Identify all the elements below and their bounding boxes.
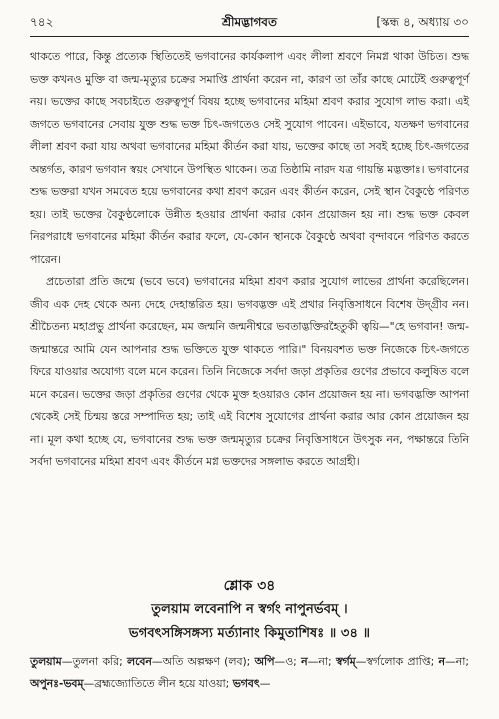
synonym-word: অপুনঃ-ভবম্ <box>30 677 84 690</box>
book-title: শ্রীমদ্ভাগবত <box>221 15 277 29</box>
paragraph: থাকতে পারে, কিন্তু প্রত্যেক স্থিতিতেই ভগবানের কার্যকলাপ এবং লীলা শ্রবণে নিমগ্ন থাকা উচিত। শুদ্ধ ভক্ত কখনও মুক্তি বা জন্ম-মৃত্যুর চক্রের সমাপ্তি প্রার্থনা করেন না, কারণ তা তাঁর কাছে মোটেই গুরুত্বপূর্ণ নয়। ভক্তের কাছে সবচাইতে গুরুত্বপূর্ণ বিষয় হচ্ছে ভগবানের মহিমা শ্রবণ করার সুযোগ লাভ করা। এই জগতে ভগবানের সেবায় যুক্ত শুদ্ধ ভক্ত চিৎ-জগতেও সেই সুযোগ পাবেন। এইভাবে, যতক্ষণ ভগবানের লীলা শ্রবণ করা যায় অথবা ভগবানের মহিমা কীর্তন করা যায়, ভক্তের কাছে তা সবই হচ্ছে চিৎ-জগতের অন্তর্গত, কারণ ভগবান স্বয়ং সেখানে উপস্থিত থাকেন। তত্র তিষ্ঠামি নারদ যত্র গায়ন্তি মদ্ভক্তাঃ। ভগবানের শুদ্ধ ভক্তরা যখন সমবেত হয়ে ভগবানের কথা শ্রবণ করেন এবং কীর্তন করেন, সেই স্থান বৈকুণ্ঠে পরিণত হয়। তাই ভক্তের বৈকুণ্ঠলোকে উন্নীত হওয়ার প্রার্থনা করার কোন প্রয়োজন হয় না। শুদ্ধ ভক্ত কেবল নিরপরাধে ভগবানের মহিমা কীর্তন করার ফলে, যে-কোন স্থানকে বৈকুণ্ঠে অথবা বৃন্দাবনে পরিণত করতে পারেন। <box>30 50 469 266</box>
synonym-word: অপি <box>254 655 275 668</box>
synonym-word: স্বর্গম্ <box>335 655 356 668</box>
synonym-word: ন <box>438 655 445 668</box>
synonym-word: ভগবৎ <box>232 677 260 690</box>
synonym-word: তুলয়াম <box>30 655 62 668</box>
synonym-meaning: ও <box>285 655 294 668</box>
synonym-meaning: না <box>318 655 328 668</box>
verse-block <box>30 574 469 646</box>
synonym-word: ন <box>301 655 308 668</box>
synonym-meaning: অতি অল্পক্ষণ (লব) <box>162 655 247 668</box>
paragraph: প্রচেতারা প্রতি জন্মে (ভবে ভবে) ভগবানের মহিমা শ্রবণ করার সুযোগ লাভের প্রার্থনা করেছিলেন। জীব এক দেহ থেকে অন্য দেহে দেহান্তরিত হয়। ভগবদ্ভক্ত এই প্রথার নিবৃত্তিসাধনে বিশেষ উদ্গ্রীব নন। শ্রীচৈতন্য মহাপ্রভু প্রার্থনা করেছেন, মম জন্মনি জন্মনীশ্বরে ভবতাদ্ভক্তিরহৈতুকী ত্বয়ি—"হে ভগবান! জন্ম-জন্মান্তরে আমি যেন আপনার শুদ্ধ ভক্তিতে যুক্ত থাকতে পারি।" বিনয়বশত ভক্ত নিজেকে চিৎ-জগতে ফিরে যাওয়ার অযোগ্য বলে মনে করেন। তিনি নিজেকে সর্বদা জড়া প্রকৃতির গুণের প্রভাবে কলুষিত বলে মনে করেন। ভক্তের জড়া প্রকৃতির গুণের থেকে মুক্ত হওয়ারও কোন প্রয়োজন হয় না। ভগবদ্ভক্তি আপনা থেকেই সেই চিন্ময় স্তরে সম্পাদিত হয়; তাই এই বিশেষ সুযোগের প্রার্থনা করার আর কোন প্রয়োজন হয় না। মূল কথা হচ্ছে যে, ভগবানের শুদ্ধ ভক্ত জন্মমৃত্যুর চক্রের নিবৃত্তিসাধনে উৎসুক নন, পক্ষান্তরে তিনি সর্বদা ভগবানের মহিমা শ্রবণ এবং কীর্তনে মগ্ন ভক্তদের সঙ্গলাভ করতে আগ্রহী। <box>30 275 469 468</box>
header-divider <box>30 36 469 37</box>
synonym-meaning: ব্রহ্মজ্যোতিতে লীন হয়ে যাওয়া <box>94 677 226 690</box>
purport-text <box>30 46 469 474</box>
synonym-meaning: স্বর্গলোক প্রাপ্তি <box>366 655 431 668</box>
page-header <box>30 12 469 32</box>
word-for-word-synonyms: তুলয়াম—তুলনা করি; লবেন—অতি অল্পক্ষণ (লব); অপি—ও; ন—না; স্বর্গম্—স্বর্গলোক প্রাপ্তি; ন—না; অপুনঃ-ভবম্—ব্রহ্মজ্যোতিতে লীন হয়ে যাওয়া; ভগবৎ— <box>30 655 470 690</box>
page-number: ৭৪২ <box>30 15 54 29</box>
synonym-meaning: না <box>455 655 466 668</box>
chapter-reference: [স্কন্ধ ৪, অধ্যায় ৩০ <box>376 15 469 29</box>
verse-line: ভগবৎসঙ্গিসঙ্গস্য মর্ত্যানাং কিমুতাশিষঃ ॥ ৩৪ ॥ <box>128 626 371 641</box>
verse-line: তুলয়াম লবেনাপি ন স্বর্গং নাপুনর্ভবম্ । <box>151 602 348 617</box>
verse-title: শ্লোক ৩৪ <box>223 578 276 594</box>
synonym-meaning: তুলনা করি <box>72 655 120 668</box>
synonym-word: লবেন <box>127 655 152 668</box>
